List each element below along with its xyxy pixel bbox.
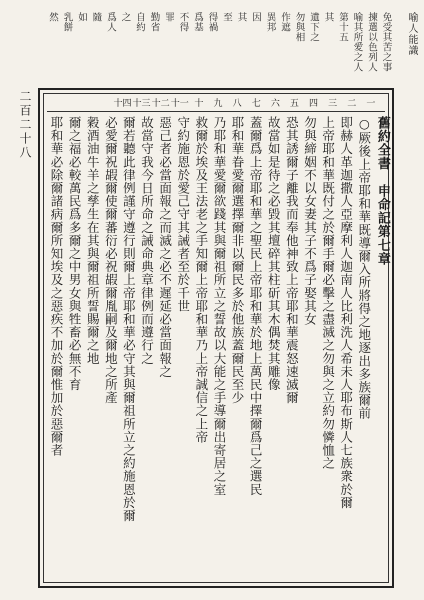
text-column: 救爾於埃及王法老之手知爾上帝耶和華乃上帝誠信之上帝 [193, 116, 209, 444]
margin-gloss: 隨 [90, 12, 102, 22]
text-column: 耶和華必除爾諸病爾所知埃及之惡疾不加於爾惟加於惡爾者 [49, 116, 64, 457]
text-column: 乃耶和華愛爾欲踐其與爾祖所立之誓故以大能之手導爾出寄居之室 [211, 116, 227, 496]
page-margin-label [12, 90, 34, 290]
text-column: 故當如是待之必毀其壇碎其柱斫其木偶焚其雕像 [266, 116, 282, 392]
margin-gloss: 異邦 [264, 12, 276, 32]
text-column: 惡己者必當面報之而滅之必不遲延必當面報之 [157, 116, 173, 378]
margin-gloss: 爲人 [105, 12, 116, 32]
margin-gloss: 勿與相 [293, 12, 305, 42]
frame-inner [43, 93, 389, 583]
margin-gloss: 之 [119, 12, 131, 22]
verse-number: 十一 [170, 99, 189, 109]
margin-gloss: 第十五 [337, 12, 348, 42]
margin-gloss: 其 [235, 12, 247, 22]
verse-number-row [47, 97, 385, 112]
margin-gloss: 免受其苦之事 [380, 12, 392, 72]
verse-number: 九 [213, 99, 223, 109]
margin-gloss: 然 [47, 12, 58, 22]
margin-gloss: 自約 [134, 12, 145, 32]
text-column: 必愛爾祝嘏爾使爾蕃衍必祝嘏爾胤嗣及爾地之所產 [103, 116, 119, 405]
margin-gloss: 爲基 [192, 12, 203, 32]
text-column: 守約施恩於愛己守其誡者至於千世 [175, 116, 191, 313]
verse-number: 一 [366, 99, 376, 109]
page-number: 二百二十八 [18, 90, 32, 160]
verse-number: 十三 [132, 99, 151, 109]
corner-note: 喻人能識 [406, 12, 417, 56]
text-column: 蓋爾爲上帝耶和華之聖民上帝耶和華於地上萬民中擇爾爲己之選民 [248, 116, 264, 496]
margin-gloss: 如 [76, 12, 87, 22]
margin-gloss: 喻其所愛之人 [351, 12, 363, 72]
book-header-column: 舊約全書 申命記第七章 [374, 116, 390, 266]
text-column: ○厥後上帝耶和華既導爾入所將得之地逐出多族爾前 [356, 116, 372, 420]
margin-gloss: 作遮 [279, 12, 290, 32]
verse-number: 三 [328, 99, 338, 109]
verse-number: 十 [194, 99, 204, 109]
text-column: 勿與締姻不以女妻其子不爲子娶其女 [302, 116, 318, 326]
verse-number: 二 [347, 99, 357, 109]
verse-number: 十二 [151, 99, 170, 109]
text-column: 爾之福必較萬民爲多爾之中男女與牲畜必無不育 [67, 116, 83, 392]
margin-gloss: 不得 [177, 12, 189, 32]
text-columns [47, 112, 390, 579]
gloss-band [44, 12, 392, 92]
verse-number: 五 [289, 99, 299, 109]
verse-number: 十四 [113, 99, 132, 109]
text-frame [38, 88, 394, 588]
verse-number: 七 [251, 99, 261, 109]
margin-gloss: 罪 [163, 12, 174, 22]
text-column: 耶和華眷愛爾選擇爾非以爾民多於他族蓋爾民至少 [230, 116, 246, 405]
text-column: 故當守我今日所命之誡命典章律例而遵行之 [139, 116, 155, 365]
margin-gloss: 因 [250, 12, 261, 22]
text-column: 上帝耶和華既付之於爾手爾必擊之盡滅之勿與之立約勿憐恤之 [320, 116, 336, 470]
verse-number: 六 [270, 99, 280, 109]
margin-gloss: 勤省 [148, 12, 160, 32]
text-column: 穀酒油牛羊之孳生在其與爾祖所誓賜爾之地 [85, 116, 101, 365]
margin-gloss: 至 [221, 12, 232, 22]
margin-gloss: 遺下之 [308, 12, 319, 42]
margin-gloss: 得禍 [206, 12, 218, 32]
margin-gloss: 揀選以色列人 [366, 12, 377, 72]
text-column: 爾若聽此律例謹守遵行則爾上帝耶和華必守其與爾祖所立之約施恩於爾 [121, 116, 137, 523]
margin-gloss: 其 [322, 12, 334, 22]
text-column: 恐其誘爾子離我而奉他神致上帝耶和華震怒速滅爾 [284, 116, 300, 405]
verse-number: 四 [309, 99, 319, 109]
margin-gloss: 乳餅 [61, 12, 73, 32]
text-column: 即赫人革迦撒人亞摩利人迦南人比利洗人希未人耶布斯人七族衆於爾 [338, 116, 354, 509]
verse-number: 八 [232, 99, 242, 109]
